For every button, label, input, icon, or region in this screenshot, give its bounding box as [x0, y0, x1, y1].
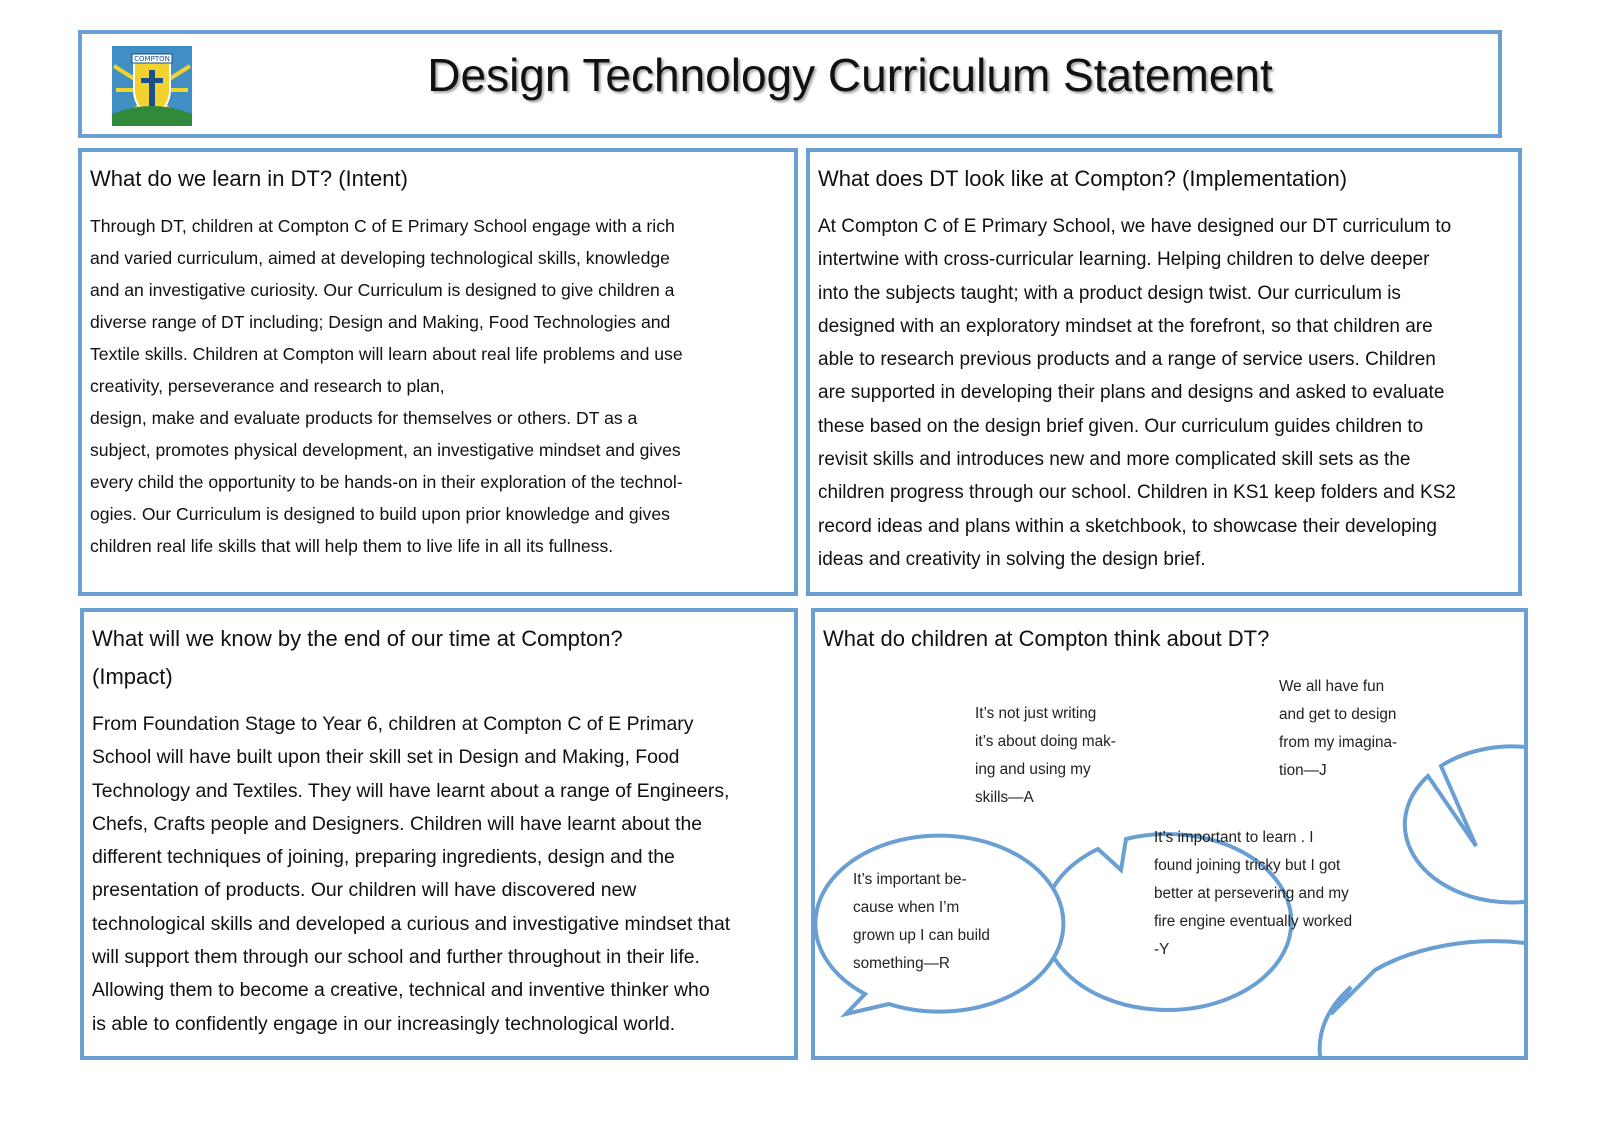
impact-heading — [92, 620, 786, 696]
impact-line: From Foundation Stage to Year 6, children at Compton C of E Primary — [92, 713, 694, 735]
logo-text: COMPTON — [134, 55, 170, 63]
intent-heading: What do we learn in DT? (Intent) — [90, 166, 408, 191]
implementation-line: into the subjects taught; with a product design twist. Our curriculum is — [818, 282, 1401, 304]
intent-line: subject, promotes physical development, an investigative mindset and gives — [90, 440, 681, 460]
quote-line: It’s important to learn . I — [1154, 829, 1314, 846]
intent-body — [90, 210, 786, 562]
quote-line: found joining tricky but I got — [1154, 857, 1341, 874]
implementation-line: record ideas and plans within a sketchbook, to showcase their developing — [818, 515, 1437, 537]
quote-line: something—R — [853, 955, 950, 972]
impact-line: will support them through our school and further throughout in their life. — [92, 946, 700, 969]
header-banner — [78, 30, 1502, 138]
implementation-line: designed with an exploratory mindset at the forefront, so that children are — [818, 315, 1433, 337]
speech-bubble-j — [1405, 746, 1524, 902]
implementation-line: At Compton C of E Primary School, we have designed our DT curriculum to — [818, 216, 1452, 237]
quote-line: and get to design — [1279, 706, 1397, 723]
intent-panel — [78, 148, 798, 596]
quote-line: it’s about doing mak- — [975, 733, 1116, 750]
implementation-line: revisit skills and introduces new and more complicated skill sets as the — [818, 449, 1411, 471]
pupil-voice-panel — [811, 608, 1528, 1060]
impact-line: Chefs, Crafts people and Designers. Children will have learnt about the — [92, 812, 703, 835]
quote-r — [853, 866, 990, 978]
implementation-panel — [806, 148, 1522, 596]
impact-heading-line: (Impact) — [92, 664, 173, 689]
impact-line: presentation of products. Our children will have discovered new — [92, 879, 637, 902]
impact-body — [92, 708, 786, 1041]
implementation-body — [818, 210, 1510, 576]
intent-line: Through DT, children at Compton C of E Primary School engage with a rich — [90, 216, 675, 236]
quote-line: fire engine eventually worked — [1154, 913, 1353, 930]
impact-panel — [80, 608, 798, 1060]
intent-line: Textile skills. Children at Compton will learn about real life problems and use — [90, 344, 683, 364]
quote-line: We all have fun — [1279, 678, 1385, 695]
intent-line: diverse range of DT including; Design and Making, Food Technologies and — [90, 312, 671, 332]
impact-line: is able to confidently engage in our increasingly technological world. — [92, 1012, 676, 1035]
pupil-voice-heading: What do children at Compton think about DT? — [823, 626, 1270, 651]
quote-y — [1154, 824, 1352, 964]
impact-line: technological skills and developed a curious and investigative mindset that — [92, 912, 731, 935]
impact-line: School will have built upon their skill set in Design and Making, Food — [92, 746, 680, 769]
quote-line: cause when I’m — [853, 899, 960, 916]
intent-line: design, make and evaluate products for themselves or others. DT as a — [90, 408, 638, 428]
quote-line: -Y — [1154, 941, 1170, 958]
intent-line: and varied curriculum, aimed at developing technological skills, knowledge — [90, 248, 670, 268]
intent-line: children real life skills that will help them to live life in all its fullness. — [90, 536, 614, 556]
quote-line: tion—J — [1279, 762, 1327, 779]
quote-line: It’s important be- — [853, 871, 967, 888]
intent-line: ogies. Our Curriculum is designed to build upon prior knowledge and gives — [90, 504, 670, 524]
implementation-line: able to research previous products and a range of service users. Children — [818, 349, 1436, 371]
intent-line: creativity, perseverance and research to plan, — [90, 376, 445, 396]
implementation-line: intertwine with cross-curricular learning. Helping children to delve deeper — [818, 249, 1430, 271]
quote-line: better at persevering and my — [1154, 885, 1349, 902]
quote-a — [975, 700, 1116, 812]
quote-j — [1279, 673, 1397, 785]
implementation-line: are supported in developing their plans and designs and asked to evaluate — [818, 382, 1445, 404]
impact-line: different techniques of joining, preparing ingredients, design and the — [92, 846, 675, 869]
impact-heading-line: What will we know by the end of our time at Compton? — [92, 626, 623, 651]
quote-line: ing and using my — [975, 761, 1091, 778]
impact-line: Allowing them to become a creative, technical and inventive thinker who — [92, 979, 710, 1002]
page-title: Design Technology Curriculum Statement — [427, 49, 1273, 101]
impact-line: Technology and Textiles. They will have learnt about a range of Engineers, — [92, 779, 730, 802]
intent-line: and an investigative curiosity. Our Curriculum is designed to give children a — [90, 280, 675, 300]
school-logo — [112, 46, 192, 126]
implementation-heading: What does DT look like at Compton? (Implementation) — [818, 166, 1348, 191]
quote-line: from my imagina- — [1279, 734, 1398, 751]
intent-line: every child the opportunity to be hands-on in their exploration of the technol- — [90, 472, 683, 492]
quote-line: grown up I can build — [853, 927, 990, 944]
implementation-line: children progress through our school. Children in KS1 keep folders and KS2 — [818, 482, 1456, 504]
implementation-line: these based on the design brief given. Our curriculum guides children to — [818, 415, 1424, 437]
implementation-line: ideas and creativity in solving the design brief. — [818, 548, 1206, 570]
quote-line: It’s not just writing — [975, 705, 1097, 722]
quote-line: skills—A — [975, 789, 1034, 806]
